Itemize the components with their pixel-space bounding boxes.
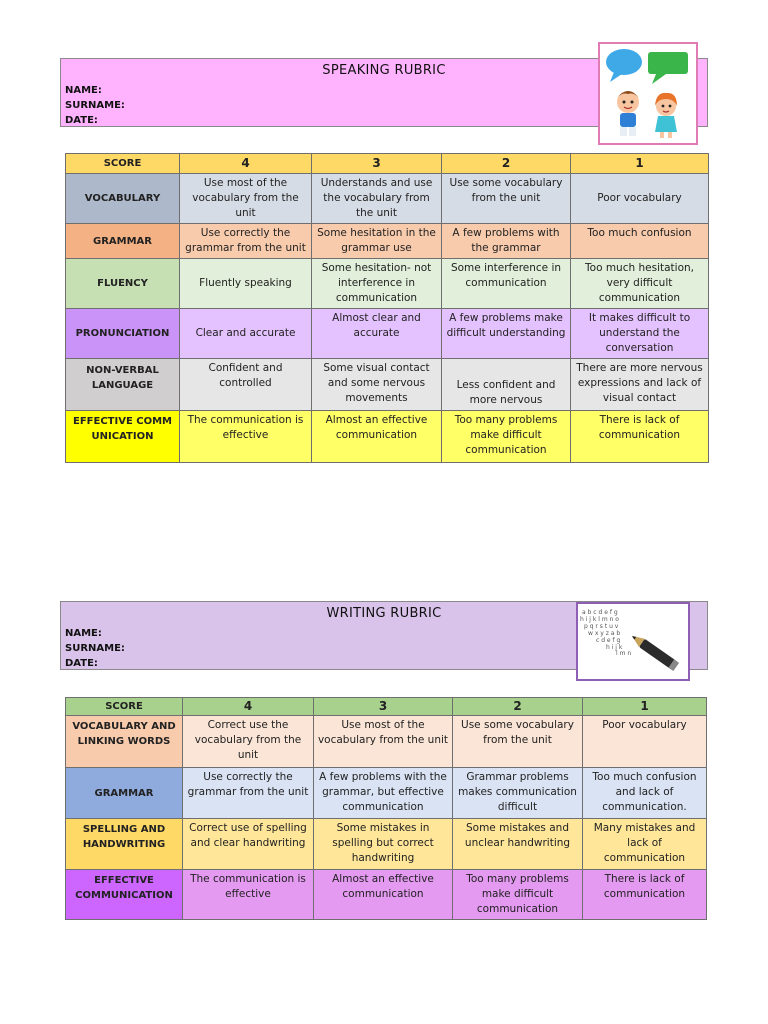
table-cell: Correct use the vocabulary from the unit bbox=[183, 716, 314, 768]
svg-text:l m n: l m n bbox=[616, 650, 632, 657]
row-label: FLUENCY bbox=[66, 259, 180, 309]
table-cell: Poor vocabulary bbox=[583, 716, 707, 768]
score-header: SCORE bbox=[66, 154, 180, 174]
speaking-rubric-table bbox=[65, 153, 709, 463]
table-cell: Use correctly the grammar from the unit bbox=[183, 768, 314, 819]
table-row bbox=[66, 174, 709, 224]
row-label: GRAMMAR bbox=[66, 224, 180, 259]
row-label: GRAMMAR bbox=[66, 768, 183, 819]
table-cell: The communication is effective bbox=[183, 870, 314, 920]
writing-rubric-table bbox=[65, 697, 707, 920]
score-4-header: 4 bbox=[183, 698, 314, 716]
svg-text:c d e f g: c d e f g bbox=[596, 637, 621, 644]
table-cell: Some mistakes and unclear handwriting bbox=[453, 819, 583, 870]
table-cell: There is lack of communication bbox=[583, 870, 707, 920]
score-header: SCORE bbox=[66, 698, 183, 716]
score-2-header: 2 bbox=[453, 698, 583, 716]
writing-score-header-row bbox=[66, 698, 707, 716]
table-cell: Too much confusion bbox=[571, 224, 709, 259]
table-cell: A few problems with the grammar bbox=[442, 224, 571, 259]
table-cell: Almost an effective communication bbox=[314, 870, 453, 920]
table-cell: A few problems make difficult understanding bbox=[442, 309, 571, 359]
table-cell: Correct use of spelling and clear handwriting bbox=[183, 819, 314, 870]
row-label: NON-VERBAL LANGUAGE bbox=[66, 359, 180, 411]
speaking-score-header-row bbox=[66, 154, 709, 174]
date-field-label: DATE: bbox=[65, 658, 98, 669]
svg-text:a b c d e f g: a b c d e f g bbox=[582, 609, 618, 616]
table-cell: A few problems with the grammar, but effective communication bbox=[314, 768, 453, 819]
table-row bbox=[66, 411, 709, 463]
table-cell: Use most of the vocabulary from the unit bbox=[180, 174, 312, 224]
row-label: SPELLING AND HANDWRITING bbox=[66, 819, 183, 870]
score-3-header: 3 bbox=[312, 154, 442, 174]
surname-field-label: SURNAME: bbox=[65, 100, 125, 111]
row-label: VOCABULARY bbox=[66, 174, 180, 224]
table-cell: Too many problems make difficult communication bbox=[442, 411, 571, 463]
table-cell: There is lack of communication bbox=[571, 411, 709, 463]
pen-writing-image bbox=[576, 602, 690, 681]
speaking-fields bbox=[65, 83, 125, 128]
table-cell: Too many problems make difficult communication bbox=[453, 870, 583, 920]
table-cell: Some hesitation- not interference in communication bbox=[312, 259, 442, 309]
table-cell: Use some vocabulary from the unit bbox=[442, 174, 571, 224]
writing-title: WRITING RUBRIC bbox=[326, 606, 442, 621]
table-cell: Grammar problems makes communication difficult bbox=[453, 768, 583, 819]
table-row bbox=[66, 309, 709, 359]
table-cell: Understands and use the vocabulary from the unit bbox=[312, 174, 442, 224]
svg-text:h i j k l m n o: h i j k l m n o bbox=[580, 616, 619, 623]
table-row bbox=[66, 359, 709, 411]
table-row bbox=[66, 716, 707, 768]
score-3-header: 3 bbox=[314, 698, 453, 716]
surname-field-label: SURNAME: bbox=[65, 643, 125, 654]
name-field-label: NAME: bbox=[65, 628, 102, 639]
table-cell: The communication is effective bbox=[180, 411, 312, 463]
table-cell: Fluently speaking bbox=[180, 259, 312, 309]
date-field-label: DATE: bbox=[65, 115, 98, 126]
table-cell: Poor vocabulary bbox=[571, 174, 709, 224]
kids-illustration-icon bbox=[600, 44, 696, 143]
table-row bbox=[66, 768, 707, 819]
table-cell: Many mistakes and lack of communication bbox=[583, 819, 707, 870]
svg-text:p q r s t u v: p q r s t u v bbox=[584, 623, 619, 630]
table-cell: It makes difficult to understand the conversation bbox=[571, 309, 709, 359]
table-row bbox=[66, 224, 709, 259]
score-4-header: 4 bbox=[180, 154, 312, 174]
table-cell: Almost clear and accurate bbox=[312, 309, 442, 359]
table-cell: Too much hesitation, very difficult communication bbox=[571, 259, 709, 309]
row-label: EFFECTIVE COMMUNICATION bbox=[66, 870, 183, 920]
score-2-header: 2 bbox=[442, 154, 571, 174]
table-cell: Some mistakes in spelling but correct handwriting bbox=[314, 819, 453, 870]
table-cell: Use most of the vocabulary from the unit bbox=[314, 716, 453, 768]
table-row bbox=[66, 819, 707, 870]
table-cell: Use correctly the grammar from the unit bbox=[180, 224, 312, 259]
table-row bbox=[66, 870, 707, 920]
score-1-header: 1 bbox=[571, 154, 709, 174]
row-label: VOCABULARY AND LINKING WORDS bbox=[66, 716, 183, 768]
table-row bbox=[66, 259, 709, 309]
table-cell: Some visual contact and some nervous movements bbox=[312, 359, 442, 411]
svg-text:w x y z a b: w x y z a b bbox=[588, 630, 621, 637]
speaking-title: SPEAKING RUBRIC bbox=[322, 63, 446, 78]
kids-speech-bubbles-image bbox=[598, 42, 698, 145]
writing-fields bbox=[65, 626, 125, 671]
table-cell: Use some vocabulary from the unit bbox=[453, 716, 583, 768]
svg-text:h i j k: h i j k bbox=[606, 644, 623, 651]
pen-letters-icon bbox=[578, 604, 688, 679]
row-label: PRONUNCIATION bbox=[66, 309, 180, 359]
table-cell: Too much confusion and lack of communication. bbox=[583, 768, 707, 819]
score-1-header: 1 bbox=[583, 698, 707, 716]
table-cell: Some interference in communication bbox=[442, 259, 571, 309]
table-cell: Some hesitation in the grammar use bbox=[312, 224, 442, 259]
table-cell: Clear and accurate bbox=[180, 309, 312, 359]
table-cell: Confident and controlled bbox=[180, 359, 312, 411]
name-field-label: NAME: bbox=[65, 85, 102, 96]
table-cell: There are more nervous expressions and lack of visual contact bbox=[571, 359, 709, 411]
table-cell: Almost an effective communication bbox=[312, 411, 442, 463]
row-label: EFFECTIVE COMMUNICATION bbox=[66, 411, 180, 463]
table-cell: Less confident and more nervous bbox=[442, 359, 571, 411]
